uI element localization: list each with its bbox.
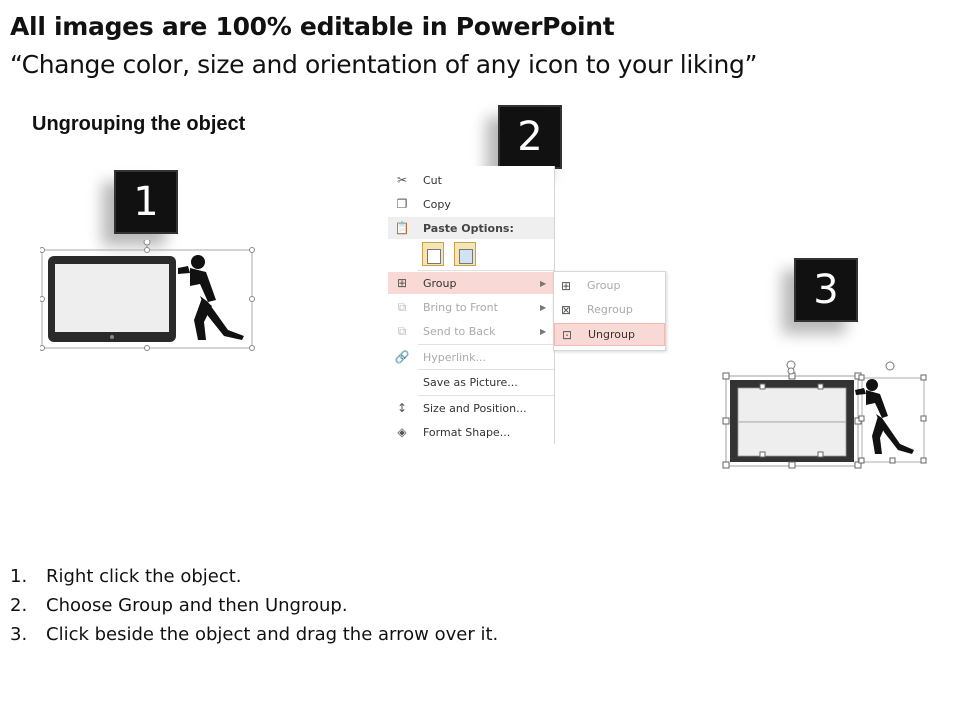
menu-item-copy[interactable]	[388, 193, 554, 215]
submenu-item-label: Regroup	[587, 303, 633, 316]
menu-item-label: Format Shape...	[423, 425, 511, 439]
submenu-item-label: Group	[587, 279, 621, 292]
submenu-item-group[interactable]	[554, 274, 665, 297]
group-submenu	[553, 271, 666, 351]
step-number: 2.	[10, 595, 28, 616]
menu-item-send-to-back[interactable]	[388, 320, 554, 342]
paste-options-row	[422, 242, 482, 268]
format-shape-icon: ◈	[397, 425, 407, 439]
menu-item-cut[interactable]	[388, 169, 554, 191]
menu-item-bring-to-front[interactable]	[388, 296, 554, 318]
submenu-item-ungroup[interactable]	[554, 323, 665, 346]
submenu-arrow-icon: ▶	[540, 278, 547, 288]
ungrouped-object-graphic	[722, 358, 930, 470]
menu-item-size-and-position[interactable]	[388, 397, 554, 419]
bring-front-icon: ⧉	[397, 299, 407, 314]
menu-separator	[418, 395, 554, 396]
menu-item-group[interactable]	[388, 272, 554, 294]
paste-keep-formatting-icon[interactable]	[422, 242, 444, 266]
menu-item-label: Group	[423, 276, 457, 290]
size-position-icon: ↕	[396, 401, 408, 415]
ungroup-icon: ⊡	[561, 327, 573, 342]
step-text: Right click the object.	[46, 566, 242, 587]
step-number: 3.	[10, 624, 28, 645]
submenu-item-regroup[interactable]	[554, 298, 665, 321]
submenu-item-label: Ungroup	[588, 328, 635, 341]
step-badge-1: 1	[114, 170, 178, 234]
header-subtitle: “Change color, size and orientation of any icon to your liking”	[10, 50, 757, 79]
menu-item-hyperlink[interactable]	[388, 346, 554, 368]
menu-separator	[418, 270, 554, 271]
menu-item-label: Cut	[423, 173, 442, 187]
section-title: Ungrouping the object	[32, 113, 246, 135]
menu-item-label: Copy	[423, 197, 451, 211]
step-text: Choose Group and then Ungroup.	[46, 595, 348, 616]
scissors-icon: ✂	[396, 173, 408, 187]
clipboard-icon: 📋	[394, 221, 410, 235]
menu-item-format-shape[interactable]	[388, 421, 554, 443]
menu-separator	[418, 344, 554, 345]
grouped-object-graphic	[40, 240, 255, 352]
menu-item-label: Bring to Front	[423, 300, 498, 314]
group-icon: ⊞	[396, 276, 408, 290]
list-item	[10, 595, 498, 624]
step-badge-2: 2	[498, 105, 562, 169]
step-text: Click beside the object and drag the arrow over it.	[46, 624, 499, 645]
menu-item-label: Save as Picture...	[423, 375, 518, 389]
send-back-icon: ⧉	[397, 323, 407, 338]
menu-item-label: Paste Options:	[423, 221, 514, 235]
step-number: 1.	[10, 566, 28, 587]
menu-item-label: Send to Back	[423, 324, 496, 338]
ungrouped-object[interactable]	[722, 358, 930, 470]
regroup-icon: ⊠	[560, 302, 572, 317]
context-menu	[388, 166, 555, 444]
paste-picture-icon[interactable]	[454, 242, 476, 266]
submenu-arrow-icon: ▶	[540, 326, 547, 336]
group-icon: ⊞	[560, 278, 572, 293]
list-item	[10, 624, 498, 653]
menu-item-save-as-picture[interactable]	[388, 371, 554, 393]
menu-item-label: Hyperlink...	[423, 350, 486, 364]
copy-icon: ❐	[396, 197, 408, 211]
link-icon: 🔗	[394, 350, 410, 364]
grouped-object[interactable]	[40, 240, 255, 352]
list-item	[10, 566, 498, 595]
step-badge-3: 3	[794, 258, 858, 322]
header-title: All images are 100% editable in PowerPoint	[10, 12, 615, 41]
menu-separator	[418, 369, 554, 370]
menu-item-label: Size and Position...	[423, 401, 527, 415]
menu-section-paste-options	[388, 217, 554, 239]
instructions-list	[10, 566, 498, 653]
submenu-arrow-icon: ▶	[540, 302, 547, 312]
